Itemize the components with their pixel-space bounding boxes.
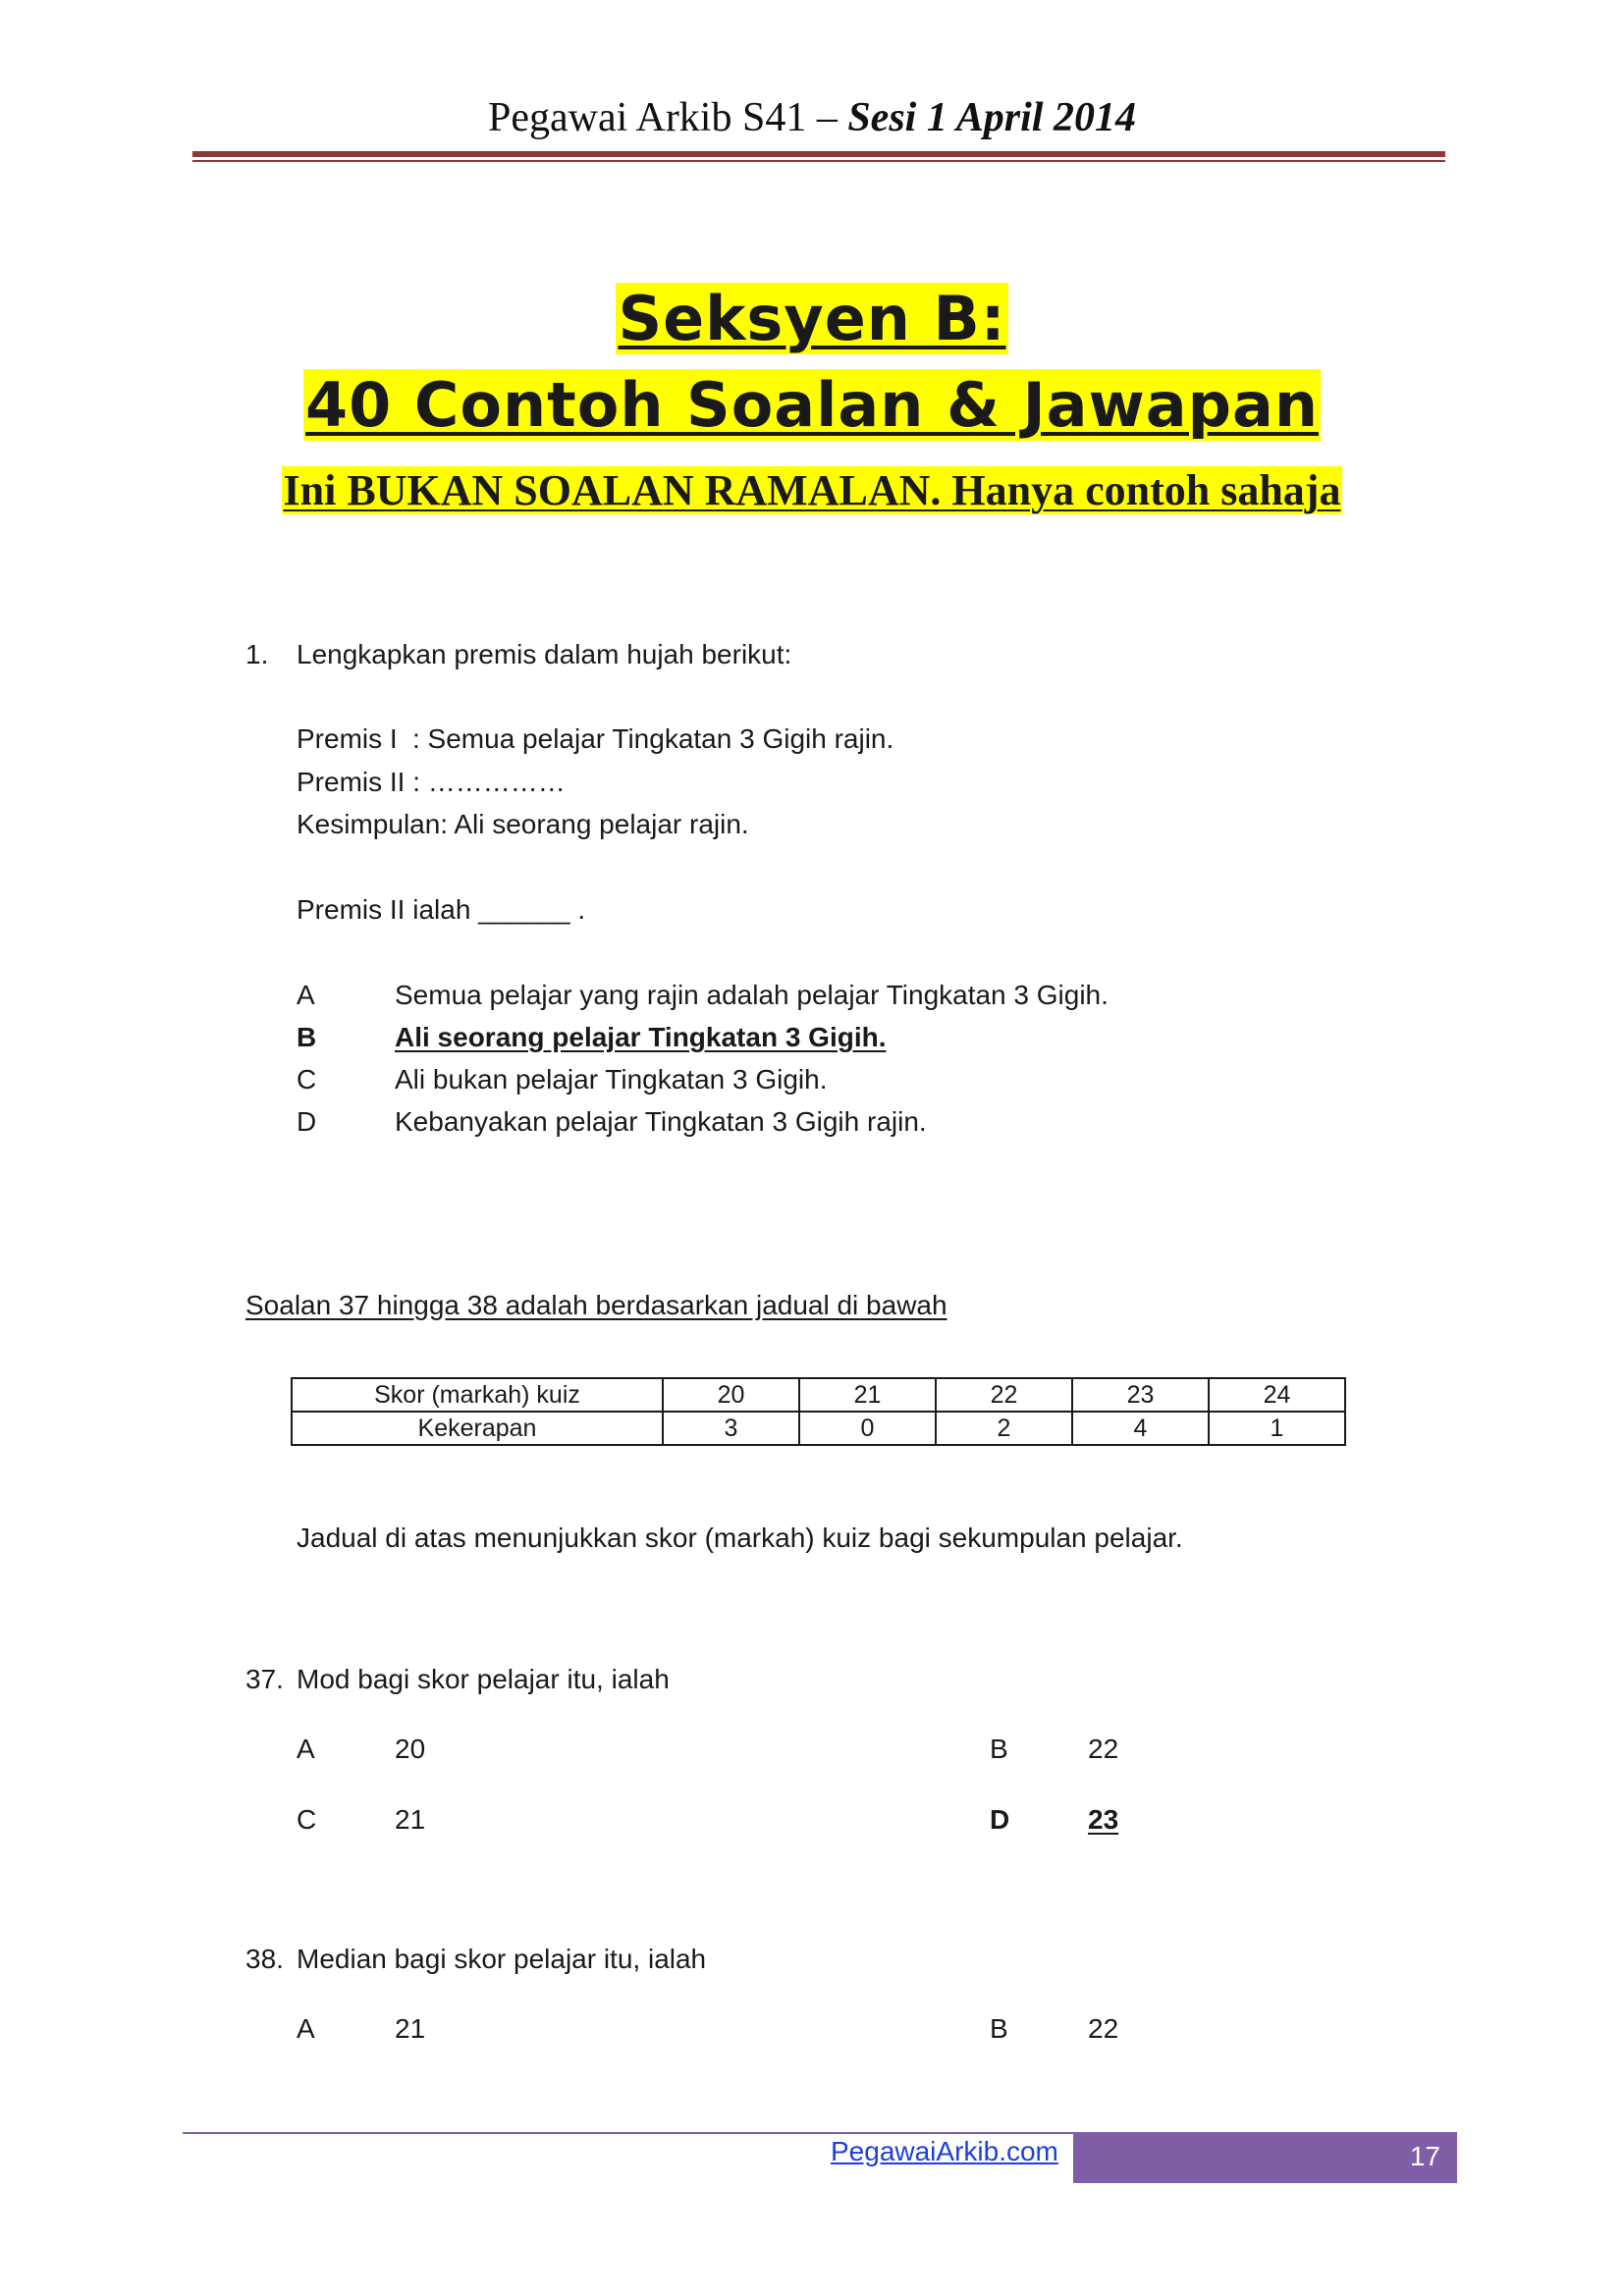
q37-option-c-letter: C — [297, 1804, 317, 1835]
q37-option-a-letter: A — [297, 1734, 315, 1764]
q37-option-d-letter: D — [990, 1804, 1010, 1835]
section-subtitle-text: 40 Contoh Soalan & Jawapan — [305, 369, 1319, 441]
section-title-text: Seksyen B: — [618, 283, 1006, 354]
q37-option-a-text: 20 — [395, 1734, 426, 1764]
table-cell-score: 24 — [1209, 1378, 1345, 1412]
table-header-frequency: Kekerapan — [292, 1412, 663, 1445]
q1-premis1-text: : Semua pelajar Tingkatan 3 Gigih rajin. — [412, 723, 894, 754]
q38-number: 38. — [245, 1944, 284, 1974]
q1-option-b-letter: B — [297, 1022, 317, 1052]
q37-option-d-text-answer: 23 — [1088, 1804, 1119, 1835]
score-frequency-table — [291, 1377, 1346, 1446]
q1-prompt: Lengkapkan premis dalam hujah berikut: — [297, 639, 792, 669]
q1-premis1-label: Premis I — [297, 723, 398, 754]
footer-website-link[interactable]: PegawaiArkib.com — [831, 2136, 1058, 2166]
header-rule-thin — [192, 160, 1445, 162]
page-header-title — [0, 94, 1624, 141]
q1-ask: Premis II ialah ______ . — [297, 894, 586, 925]
table-cell-score: 22 — [936, 1378, 1072, 1412]
table-row-frequency — [292, 1412, 1345, 1445]
q38-option-b-text: 22 — [1088, 2013, 1119, 2044]
q1-option-c-letter: C — [297, 1064, 317, 1095]
table-caption: Jadual di atas menunjukkan skor (markah) kuiz bagi sekumpulan pelajar. — [297, 1522, 1183, 1553]
q1-option-b-text-answer: Ali seorang pelajar Tingkatan 3 Gigih. — [395, 1022, 887, 1052]
q38-prompt: Median bagi skor pelajar itu, ialah — [297, 1944, 707, 1974]
q38-option-b-letter: B — [990, 2013, 1008, 2044]
q1-number: 1. — [245, 639, 269, 669]
q1-kesimpulan: Kesimpulan: Ali seorang pelajar rajin. — [297, 809, 749, 839]
disclaimer-text: Ini BUKAN SOALAN RAMALAN. Hanya contoh sahaja — [283, 466, 1341, 514]
table-cell-frequency: 0 — [799, 1412, 936, 1445]
q1-option-a-letter: A — [297, 980, 315, 1010]
table-cell-frequency: 2 — [936, 1412, 1072, 1445]
q1-premis2: Premis II : …………… — [297, 767, 566, 797]
table-cell-frequency: 4 — [1072, 1412, 1209, 1445]
q1-option-c-text: Ali bukan pelajar Tingkatan 3 Gigih. — [395, 1064, 828, 1095]
q1-option-a-text: Semua pelajar yang rajin adalah pelajar Tingkatan 3 Gigih. — [395, 980, 1109, 1010]
header-title-session: Sesi 1 April 2014 — [847, 95, 1136, 140]
section-subtitle — [0, 369, 1624, 441]
table-cell-score: 23 — [1072, 1378, 1209, 1412]
table-cell-score: 20 — [663, 1378, 799, 1412]
table-row-scores — [292, 1378, 1345, 1412]
page-number: 17 — [1409, 2141, 1440, 2171]
disclaimer — [0, 465, 1624, 515]
table-cell-frequency: 3 — [663, 1412, 799, 1445]
q37-number: 37. — [245, 1664, 284, 1694]
header-title-regular: Pegawai Arkib S41 – — [488, 95, 848, 140]
q1-option-d-letter: D — [297, 1106, 317, 1137]
q37-option-c-text: 21 — [395, 1804, 426, 1835]
table-cell-score: 21 — [799, 1378, 936, 1412]
q37-option-b-text: 22 — [1088, 1734, 1119, 1764]
q37-option-b-letter: B — [990, 1734, 1008, 1764]
table-header-score: Skor (markah) kuiz — [292, 1378, 663, 1412]
q1-option-d-text: Kebanyakan pelajar Tingkatan 3 Gigih rajin. — [395, 1106, 927, 1137]
table-intro: Soalan 37 hingga 38 adalah berdasarkan jadual di bawah — [245, 1290, 947, 1320]
q37-prompt: Mod bagi skor pelajar itu, ialah — [297, 1664, 670, 1694]
q38-option-a-letter: A — [297, 2013, 315, 2044]
header-rule — [192, 151, 1445, 157]
table-cell-frequency: 1 — [1209, 1412, 1345, 1445]
q38-option-a-text: 21 — [395, 2013, 426, 2044]
section-title — [0, 283, 1624, 354]
